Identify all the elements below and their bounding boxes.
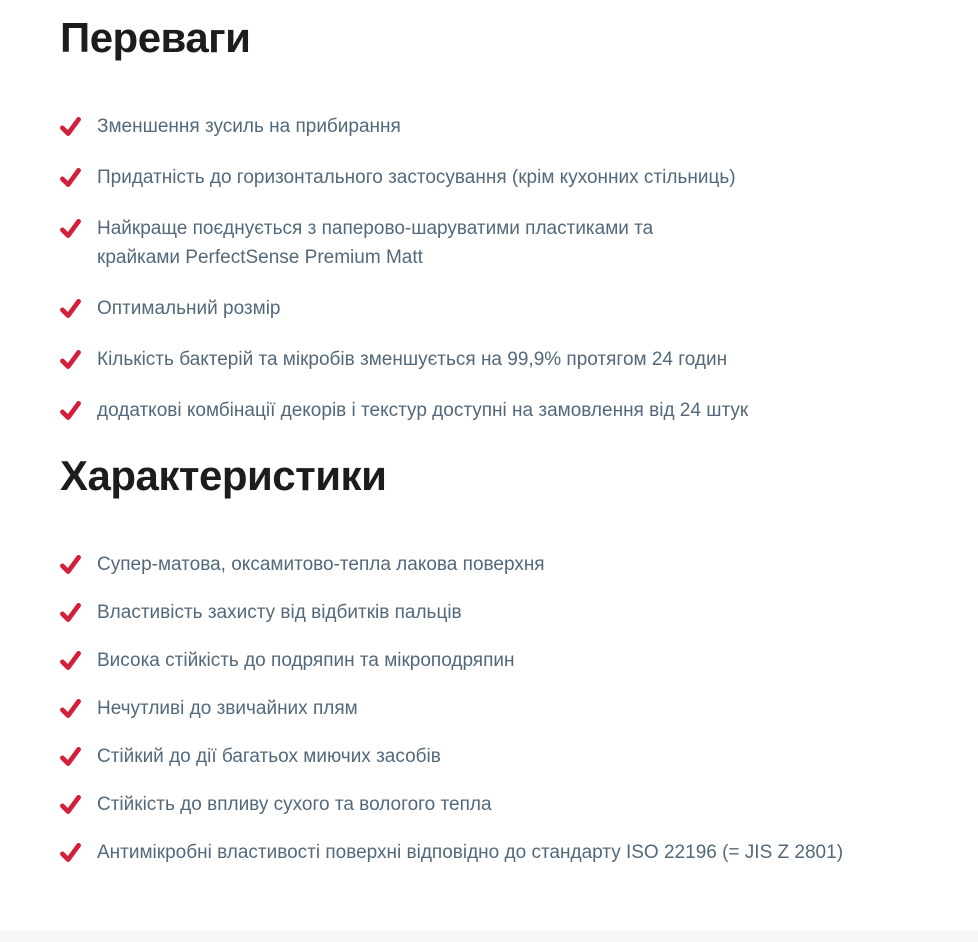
- check-icon: [60, 603, 81, 622]
- check-icon: [60, 117, 81, 136]
- check-icon: [60, 219, 81, 238]
- list-item: [60, 294, 918, 323]
- advantages-title: Переваги: [60, 14, 251, 61]
- list-item-text: Кількість бактерій та мікробів зменшується на 99,9% протягом 24 годин: [97, 349, 728, 370]
- list-item: [60, 214, 737, 272]
- check-icon: [60, 699, 81, 718]
- list-item-text: Оптимальний розмір: [97, 298, 281, 319]
- list-item-text: Найкраще поєднується з паперово-шаруватими пластиками та крайками PerfectSense Premium Matt: [97, 218, 654, 268]
- check-icon: [60, 747, 81, 766]
- section-characteristics: [60, 452, 918, 867]
- check-icon: [60, 350, 81, 369]
- list-item-text: Супер-матова, оксамитово-тепла лакова поверхня: [97, 554, 545, 575]
- list-item: [60, 838, 918, 867]
- list-item: [60, 163, 918, 192]
- list-item: [60, 694, 918, 723]
- check-icon: [60, 843, 81, 862]
- characteristics-title: Характеристики: [60, 452, 387, 499]
- list-item: [60, 345, 918, 374]
- list-item: [60, 550, 918, 579]
- check-icon: [60, 401, 81, 420]
- list-item: [60, 598, 918, 627]
- characteristics-list: [60, 550, 918, 867]
- check-icon: [60, 299, 81, 318]
- check-icon: [60, 651, 81, 670]
- check-icon: [60, 555, 81, 574]
- list-item: [60, 742, 918, 771]
- list-item-text: Стійкість до впливу сухого та вологого тепла: [97, 794, 492, 815]
- list-item-text: Придатність до горизонтального застосування (крім кухонних стільниць): [97, 167, 736, 188]
- list-item-text: додаткові комбінації декорів і текстур доступні на замовлення від 24 штук: [97, 400, 749, 421]
- list-item-text: Антимікробні властивості поверхні відповідно до стандарту ISO 22196 (= JIS Z 2801): [97, 842, 844, 863]
- list-item-text: Властивість захисту від відбитків пальців: [97, 602, 462, 623]
- advantages-list: [60, 112, 918, 425]
- list-item-text: Стійкий до дії багатьох миючих засобів: [97, 746, 441, 767]
- list-item: [60, 790, 918, 819]
- list-item: [60, 646, 918, 675]
- check-icon: [60, 168, 81, 187]
- list-item-text: Зменшення зусиль на прибирання: [97, 116, 401, 137]
- next-section-edge: [0, 930, 978, 942]
- list-item: [60, 112, 918, 141]
- section-advantages: [60, 14, 918, 425]
- list-item-text: Висока стійкість до подряпин та мікроподряпин: [97, 650, 515, 671]
- check-icon: [60, 795, 81, 814]
- list-item: [60, 396, 918, 425]
- list-item-text: Нечутливі до звичайних плям: [97, 698, 358, 719]
